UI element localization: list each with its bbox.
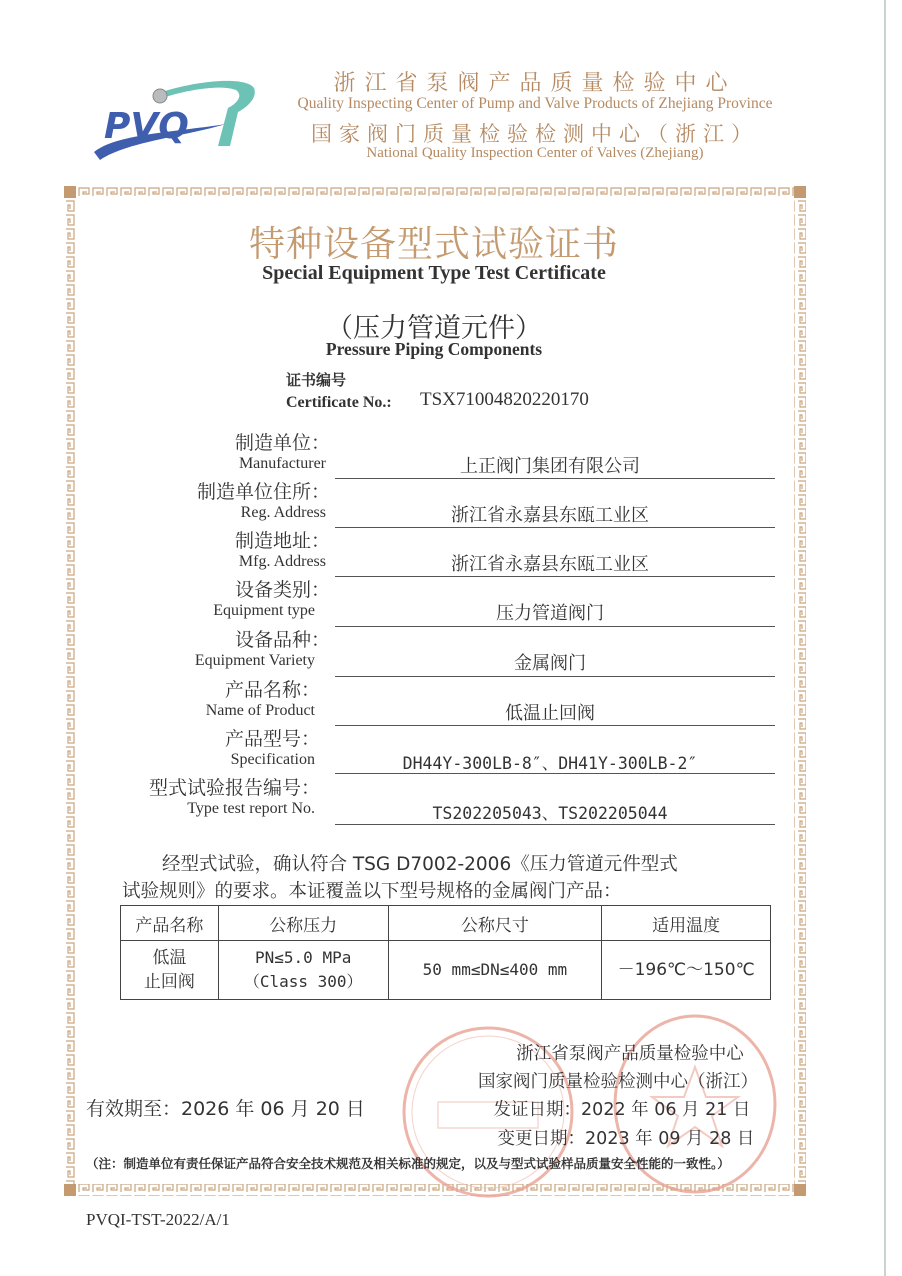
field-underline — [335, 676, 775, 677]
field-underline — [335, 576, 775, 577]
header-org-cn-1: 浙江省泵阀产品质量检验中心 — [333, 71, 737, 96]
field-value: 浙江省永嘉县东瓯工业区 — [451, 554, 649, 575]
pressure-cell — [218, 941, 388, 1000]
certificate-title-en: Special Equipment Type Test Certificate — [262, 262, 606, 284]
table-header: 适用温度 — [602, 906, 771, 941]
footnote: （注：制造单位有责任保证产品符合安全技术规范及相关标准的规定，以及与型式试验样品质量安全性能的一致性。） — [86, 1156, 730, 1171]
cell-text: PN≤5.0 MPa — [255, 948, 352, 967]
certificate-subtitle-en: Pressure Piping Components — [325, 339, 543, 359]
issuer-org-cn-2: 国家阀门质量检验检测中心（浙江） — [478, 1072, 758, 1092]
field-label-cn: 产品型号： — [224, 728, 320, 750]
field-label-en: Manufacturer — [238, 455, 326, 472]
table-header: 公称压力 — [218, 906, 388, 941]
issue-date: 发证日期：2022 年 06 月 21 日 — [493, 1100, 751, 1120]
svg-text:PVQ: PVQ — [104, 106, 189, 147]
field-value: DH44Y-300LB-8″、DH41Y-300LB-2″ — [402, 754, 698, 773]
field-label-en: Type test report No. — [187, 800, 315, 817]
field-value: 压力管道阀门 — [496, 603, 604, 624]
field-underline — [335, 773, 775, 774]
field-label-en: Specification — [230, 751, 315, 768]
logo-icon — [86, 74, 262, 166]
cell-text: 止回阀 — [143, 972, 195, 992]
cell-text: 低温 — [152, 948, 187, 968]
table-header: 产品名称 — [121, 906, 219, 941]
statement-line-1: 经型式试验，确认符合 TSG D7002-2006《压力管道元件型式 — [162, 854, 678, 875]
validity-date: 有效期至：2026 年 06 月 20 日 — [86, 1098, 365, 1120]
field-label-cn: 产品名称： — [224, 679, 320, 701]
temperature-cell: －196℃～150℃ — [602, 941, 771, 1000]
issuer-org-cn-1: 浙江省泵阀产品质量检验中心 — [516, 1044, 744, 1064]
scan-edge-line — [884, 0, 886, 1276]
size-cell: 50 mm≤DN≤400 mm — [388, 941, 602, 1000]
field-label-en: Reg. Address — [240, 504, 326, 521]
field-underline — [335, 527, 775, 528]
field-label-cn: 制造单位住所： — [196, 481, 330, 503]
certificate-no-label-en: Certificate No.: — [286, 394, 392, 411]
field-value: 浙江省永嘉县东瓯工业区 — [451, 505, 649, 526]
field-label-cn: 型式试验报告编号： — [148, 777, 320, 799]
header-org-en-2: National Quality Inspection Center of Valves (Zhejiang) — [366, 145, 704, 161]
spec-table — [120, 905, 771, 1000]
certificate-no-value: TSX71004820220170 — [420, 389, 589, 410]
table-header-row — [121, 906, 771, 941]
field-value: TS202205043、TS202205044 — [432, 804, 668, 823]
field-underline — [335, 725, 775, 726]
field-label-cn: 设备品种： — [234, 629, 330, 651]
certificate-title-cn: 特种设备型式试验证书 — [248, 224, 619, 265]
field-underline — [335, 824, 775, 825]
field-label-en: Mfg. Address — [238, 553, 326, 570]
certificate-subtitle-cn: （压力管道元件） — [326, 313, 542, 344]
field-label-en: Equipment Variety — [194, 652, 315, 669]
document-id: PVQI-TST-2022/A/1 — [86, 1210, 230, 1229]
table-row — [121, 941, 771, 1000]
header-org-en-1: Quality Inspecting Center of Pump and Valve Products of Zhejiang Province — [297, 95, 773, 112]
statement-line-2: 试验规则》的要求。本证覆盖以下型号规格的金属阀门产品： — [122, 881, 622, 902]
table-header: 公称尺寸 — [388, 906, 602, 941]
product-name-cell — [121, 941, 219, 1000]
field-label-en: Name of Product — [205, 702, 315, 719]
field-label-en: Equipment type — [213, 602, 315, 619]
field-value: 上正阀门集团有限公司 — [460, 456, 640, 477]
header-org-cn-2: 国家阀门质量检验检测中心（浙江） — [311, 122, 759, 146]
certificate-no-label-cn: 证书编号 — [286, 371, 347, 389]
field-value: 低温止回阀 — [505, 703, 595, 724]
field-label-cn: 设备类别： — [234, 579, 330, 601]
pvqi-logo — [86, 74, 262, 166]
cell-text: （Class 300） — [243, 972, 363, 991]
field-value: 金属阀门 — [514, 653, 586, 674]
field-label-cn: 制造单位： — [234, 432, 330, 454]
field-underline — [335, 478, 775, 479]
field-underline — [335, 626, 775, 627]
field-label-cn: 制造地址： — [234, 530, 330, 552]
change-date: 变更日期：2023 年 09 月 28 日 — [497, 1129, 755, 1149]
